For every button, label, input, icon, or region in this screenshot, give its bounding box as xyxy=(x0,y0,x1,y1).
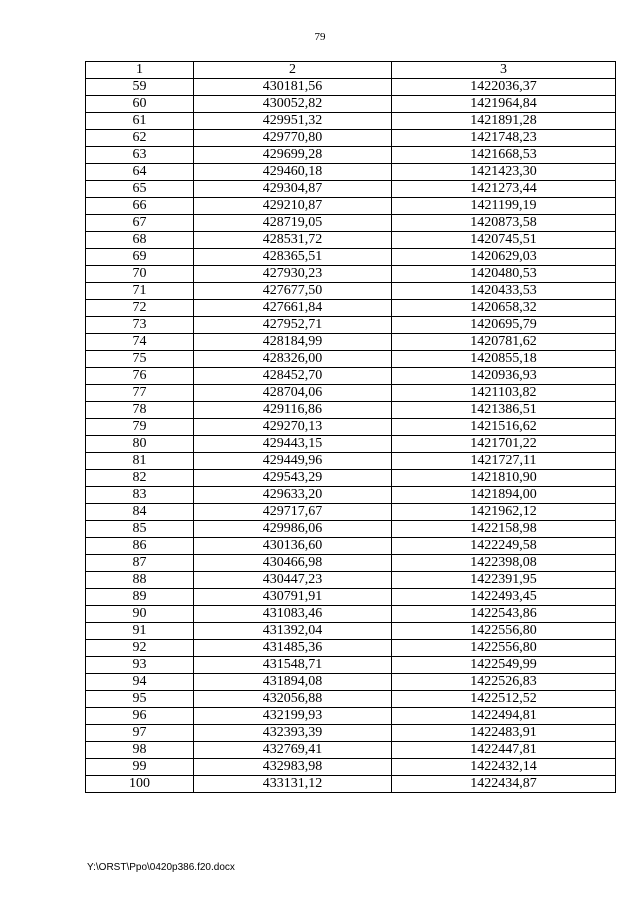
table-row xyxy=(86,300,616,317)
cell-point-number: 90 xyxy=(86,606,194,623)
cell-point-number: 89 xyxy=(86,589,194,606)
cell-y-coordinate: 1422494,81 xyxy=(392,708,616,725)
cell-y-coordinate: 1422493,45 xyxy=(392,589,616,606)
table-row xyxy=(86,691,616,708)
cell-x-coordinate: 428704,06 xyxy=(194,385,392,402)
table-row xyxy=(86,623,616,640)
cell-y-coordinate: 1421962,12 xyxy=(392,504,616,521)
cell-point-number: 99 xyxy=(86,759,194,776)
cell-y-coordinate: 1422447,81 xyxy=(392,742,616,759)
cell-y-coordinate: 1422543,86 xyxy=(392,606,616,623)
table-row xyxy=(86,402,616,419)
table-row xyxy=(86,470,616,487)
table-row xyxy=(86,674,616,691)
cell-y-coordinate: 1420781,62 xyxy=(392,334,616,351)
cell-point-number: 78 xyxy=(86,402,194,419)
table-row xyxy=(86,521,616,538)
header-cell-y: 3 xyxy=(392,62,616,79)
cell-y-coordinate: 1422158,98 xyxy=(392,521,616,538)
cell-y-coordinate: 1422249,58 xyxy=(392,538,616,555)
cell-x-coordinate: 432983,98 xyxy=(194,759,392,776)
cell-x-coordinate: 432056,88 xyxy=(194,691,392,708)
footer-file-path: Y:\ORST\Ppo\0420p386.f20.docx xyxy=(87,862,235,873)
cell-y-coordinate: 1422432,14 xyxy=(392,759,616,776)
table-row xyxy=(86,708,616,725)
cell-point-number: 85 xyxy=(86,521,194,538)
cell-x-coordinate: 431392,04 xyxy=(194,623,392,640)
table-row xyxy=(86,657,616,674)
cell-y-coordinate: 1420695,79 xyxy=(392,317,616,334)
cell-x-coordinate: 430791,91 xyxy=(194,589,392,606)
cell-point-number: 88 xyxy=(86,572,194,589)
table-row xyxy=(86,572,616,589)
cell-x-coordinate: 431485,36 xyxy=(194,640,392,657)
cell-point-number: 72 xyxy=(86,300,194,317)
cell-point-number: 83 xyxy=(86,487,194,504)
cell-x-coordinate: 432769,41 xyxy=(194,742,392,759)
table-row xyxy=(86,606,616,623)
table-row xyxy=(86,419,616,436)
cell-point-number: 84 xyxy=(86,504,194,521)
cell-x-coordinate: 429460,18 xyxy=(194,164,392,181)
cell-y-coordinate: 1422398,08 xyxy=(392,555,616,572)
cell-x-coordinate: 430181,56 xyxy=(194,79,392,96)
cell-y-coordinate: 1421273,44 xyxy=(392,181,616,198)
cell-x-coordinate: 429210,87 xyxy=(194,198,392,215)
cell-point-number: 71 xyxy=(86,283,194,300)
cell-point-number: 97 xyxy=(86,725,194,742)
cell-y-coordinate: 1422483,91 xyxy=(392,725,616,742)
cell-y-coordinate: 1420658,32 xyxy=(392,300,616,317)
table-row xyxy=(86,640,616,657)
cell-y-coordinate: 1422391,95 xyxy=(392,572,616,589)
table-row xyxy=(86,164,616,181)
coordinates-table xyxy=(85,61,616,793)
cell-x-coordinate: 427952,71 xyxy=(194,317,392,334)
cell-y-coordinate: 1422512,52 xyxy=(392,691,616,708)
cell-x-coordinate: 432393,39 xyxy=(194,725,392,742)
cell-y-coordinate: 1421199,19 xyxy=(392,198,616,215)
table-row xyxy=(86,198,616,215)
cell-y-coordinate: 1422549,99 xyxy=(392,657,616,674)
cell-x-coordinate: 429304,87 xyxy=(194,181,392,198)
cell-y-coordinate: 1420855,18 xyxy=(392,351,616,368)
table-row xyxy=(86,504,616,521)
cell-point-number: 74 xyxy=(86,334,194,351)
table-row xyxy=(86,759,616,776)
cell-point-number: 98 xyxy=(86,742,194,759)
table-header-row xyxy=(86,62,616,79)
table-row xyxy=(86,181,616,198)
table-row xyxy=(86,589,616,606)
cell-y-coordinate: 1420745,51 xyxy=(392,232,616,249)
table-row xyxy=(86,215,616,232)
table-row xyxy=(86,725,616,742)
cell-point-number: 80 xyxy=(86,436,194,453)
cell-y-coordinate: 1421891,28 xyxy=(392,113,616,130)
cell-point-number: 93 xyxy=(86,657,194,674)
cell-y-coordinate: 1421727,11 xyxy=(392,453,616,470)
cell-y-coordinate: 1422526,83 xyxy=(392,674,616,691)
table-row xyxy=(86,249,616,266)
page-number: 79 xyxy=(314,31,326,43)
cell-y-coordinate: 1420629,03 xyxy=(392,249,616,266)
cell-x-coordinate: 429449,96 xyxy=(194,453,392,470)
cell-point-number: 100 xyxy=(86,776,194,793)
cell-point-number: 65 xyxy=(86,181,194,198)
table-row xyxy=(86,79,616,96)
cell-y-coordinate: 1421810,90 xyxy=(392,470,616,487)
cell-x-coordinate: 427930,23 xyxy=(194,266,392,283)
table-body xyxy=(86,62,616,793)
cell-point-number: 87 xyxy=(86,555,194,572)
cell-point-number: 60 xyxy=(86,96,194,113)
cell-point-number: 61 xyxy=(86,113,194,130)
cell-x-coordinate: 427661,84 xyxy=(194,300,392,317)
cell-point-number: 70 xyxy=(86,266,194,283)
table-row xyxy=(86,283,616,300)
cell-point-number: 64 xyxy=(86,164,194,181)
cell-y-coordinate: 1421386,51 xyxy=(392,402,616,419)
cell-point-number: 92 xyxy=(86,640,194,657)
table-row xyxy=(86,147,616,164)
cell-point-number: 63 xyxy=(86,147,194,164)
table-row xyxy=(86,232,616,249)
cell-x-coordinate: 430136,60 xyxy=(194,538,392,555)
cell-y-coordinate: 1422556,80 xyxy=(392,623,616,640)
cell-x-coordinate: 432199,93 xyxy=(194,708,392,725)
cell-x-coordinate: 430052,82 xyxy=(194,96,392,113)
cell-point-number: 86 xyxy=(86,538,194,555)
cell-point-number: 73 xyxy=(86,317,194,334)
cell-point-number: 79 xyxy=(86,419,194,436)
cell-x-coordinate: 429986,06 xyxy=(194,521,392,538)
cell-x-coordinate: 429717,67 xyxy=(194,504,392,521)
table-row xyxy=(86,555,616,572)
cell-x-coordinate: 428531,72 xyxy=(194,232,392,249)
table-row xyxy=(86,266,616,283)
cell-x-coordinate: 430447,23 xyxy=(194,572,392,589)
cell-y-coordinate: 1421701,22 xyxy=(392,436,616,453)
cell-point-number: 91 xyxy=(86,623,194,640)
cell-x-coordinate: 427677,50 xyxy=(194,283,392,300)
cell-y-coordinate: 1420936,93 xyxy=(392,368,616,385)
cell-point-number: 66 xyxy=(86,198,194,215)
table-row xyxy=(86,436,616,453)
cell-x-coordinate: 429770,80 xyxy=(194,130,392,147)
cell-y-coordinate: 1420433,53 xyxy=(392,283,616,300)
cell-point-number: 67 xyxy=(86,215,194,232)
cell-y-coordinate: 1422434,87 xyxy=(392,776,616,793)
cell-point-number: 75 xyxy=(86,351,194,368)
cell-x-coordinate: 428719,05 xyxy=(194,215,392,232)
cell-y-coordinate: 1421894,00 xyxy=(392,487,616,504)
table-row xyxy=(86,113,616,130)
cell-y-coordinate: 1421423,30 xyxy=(392,164,616,181)
table-row xyxy=(86,385,616,402)
cell-point-number: 94 xyxy=(86,674,194,691)
table-row xyxy=(86,334,616,351)
cell-x-coordinate: 430466,98 xyxy=(194,555,392,572)
cell-x-coordinate: 429699,28 xyxy=(194,147,392,164)
cell-y-coordinate: 1421668,53 xyxy=(392,147,616,164)
cell-x-coordinate: 428326,00 xyxy=(194,351,392,368)
cell-y-coordinate: 1420873,58 xyxy=(392,215,616,232)
cell-x-coordinate: 431548,71 xyxy=(194,657,392,674)
cell-x-coordinate: 428365,51 xyxy=(194,249,392,266)
cell-point-number: 62 xyxy=(86,130,194,147)
cell-x-coordinate: 429633,20 xyxy=(194,487,392,504)
table-row xyxy=(86,487,616,504)
table-row xyxy=(86,130,616,147)
cell-x-coordinate: 429270,13 xyxy=(194,419,392,436)
cell-y-coordinate: 1421516,62 xyxy=(392,419,616,436)
cell-x-coordinate: 431894,08 xyxy=(194,674,392,691)
cell-point-number: 68 xyxy=(86,232,194,249)
header-cell-x: 2 xyxy=(194,62,392,79)
header-cell-point: 1 xyxy=(86,62,194,79)
cell-y-coordinate: 1422036,37 xyxy=(392,79,616,96)
table-row xyxy=(86,538,616,555)
cell-y-coordinate: 1420480,53 xyxy=(392,266,616,283)
cell-x-coordinate: 429951,32 xyxy=(194,113,392,130)
table-row xyxy=(86,96,616,113)
cell-x-coordinate: 431083,46 xyxy=(194,606,392,623)
table-row xyxy=(86,351,616,368)
cell-point-number: 96 xyxy=(86,708,194,725)
cell-point-number: 69 xyxy=(86,249,194,266)
cell-point-number: 95 xyxy=(86,691,194,708)
cell-y-coordinate: 1421748,23 xyxy=(392,130,616,147)
cell-point-number: 82 xyxy=(86,470,194,487)
cell-point-number: 59 xyxy=(86,79,194,96)
cell-x-coordinate: 428452,70 xyxy=(194,368,392,385)
table-row xyxy=(86,742,616,759)
cell-point-number: 77 xyxy=(86,385,194,402)
cell-x-coordinate: 428184,99 xyxy=(194,334,392,351)
cell-x-coordinate: 429543,29 xyxy=(194,470,392,487)
cell-x-coordinate: 433131,12 xyxy=(194,776,392,793)
cell-y-coordinate: 1422556,80 xyxy=(392,640,616,657)
table-row xyxy=(86,317,616,334)
cell-x-coordinate: 429443,15 xyxy=(194,436,392,453)
cell-y-coordinate: 1421964,84 xyxy=(392,96,616,113)
cell-point-number: 81 xyxy=(86,453,194,470)
cell-y-coordinate: 1421103,82 xyxy=(392,385,616,402)
table-row xyxy=(86,368,616,385)
table-row xyxy=(86,453,616,470)
cell-point-number: 76 xyxy=(86,368,194,385)
table-row xyxy=(86,776,616,793)
cell-x-coordinate: 429116,86 xyxy=(194,402,392,419)
